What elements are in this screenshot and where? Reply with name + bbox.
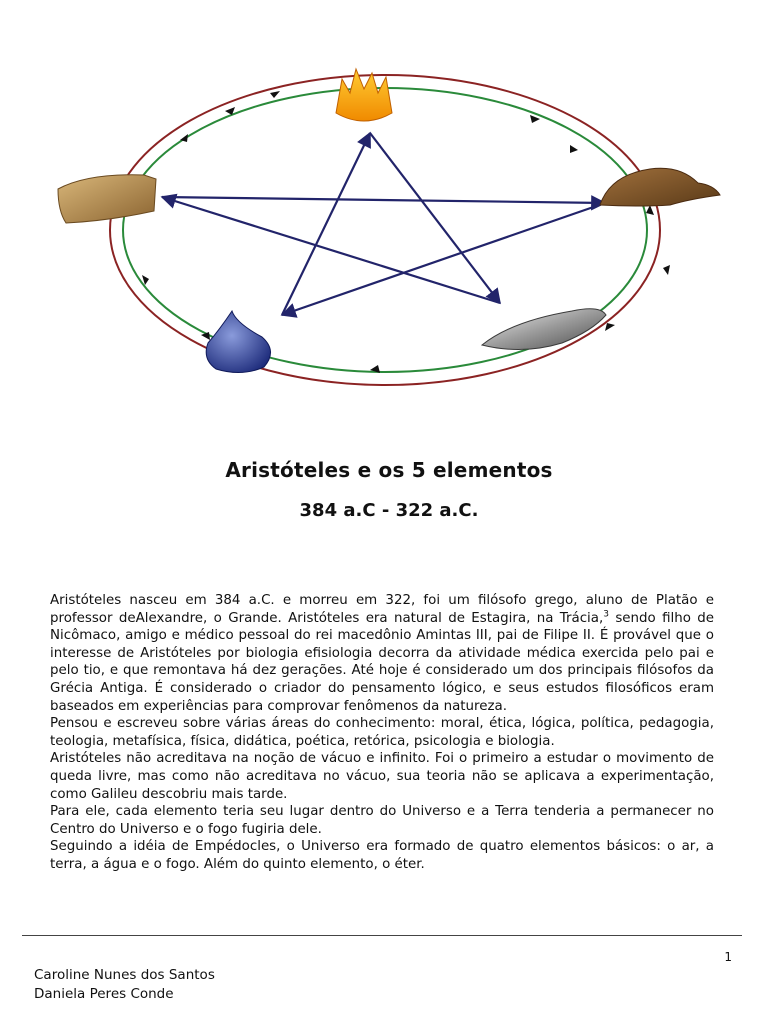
- paragraph-1: [50, 592, 714, 715]
- page-number: 1: [724, 950, 732, 964]
- wood-element: [58, 175, 156, 223]
- outer-cycle-ring: [110, 75, 660, 385]
- ring-arrows: [128, 91, 670, 373]
- biography-text: [50, 592, 714, 874]
- paragraph-1-end: sendo filho de Nicômaco, amigo e médico pessoal do rei macedônio Amintas III, pai de Filipe II. É provável que o interesse de Aristóteles por biologia efisiologia decorra da atividade médica exercida pelo pai e pelo tio, e que remontava há dez gerações. Até hoje é considerado um dos principais filósofos da Grécia Antiga. É considerado o criador do pensamento lógico, e seus estudos filosóficos eram baseados em experiências para comprovar fenômenos da natureza.: [50, 610, 714, 714]
- water-element: [206, 311, 270, 373]
- footer-divider: [22, 935, 742, 936]
- author-list: [34, 966, 215, 1004]
- metal-element: [482, 309, 606, 350]
- paragraph-3: Aristóteles não acreditava na noção de vácuo e infinito. Foi o primeiro a estudar o movimento de queda livre, mas como não acreditava no vácuo, sua teoria não se aplicava a experimentação, como Galileu descobriu mais tarde.: [50, 751, 714, 802]
- lifespan-dates: 384 a.C - 322 a.C.: [299, 500, 479, 521]
- footnote-marker[interactable]: 3: [603, 609, 609, 620]
- page-title: Aristóteles e os 5 elementos: [225, 458, 553, 482]
- paragraph-2: Pensou e escreveu sobre várias áreas do conhecimento: moral, ética, lógica, política, pedagogia, teologia, metafísica, física, didática, poética, retórica, psicologia e biologia.: [50, 716, 714, 749]
- earth-element: [600, 168, 720, 206]
- author-2: Daniela Peres Conde: [34, 986, 174, 1002]
- paragraph-5: Seguindo a idéia de Empédocles, o Universo era formado de quatro elementos básicos: o ar, a terra, a água e o fogo. Além do quinto elemento, o éter.: [50, 839, 714, 872]
- author-1: Caroline Nunes dos Santos: [34, 967, 215, 983]
- five-elements-diagram: [50, 55, 740, 395]
- paragraph-1-start: Aristóteles nasceu em 384 a.C. e morreu em 322, foi um filósofo grego, aluno de Platão e professor deAlexandre, o Grande. Aristóteles era natural de Estagira, na Trácia,: [50, 593, 714, 626]
- pentagram: [162, 133, 605, 315]
- paragraph-4: Para ele, cada elemento teria seu lugar dentro do Universo e a Terra tenderia a permanecer no Centro do Universo e o fogo fugiria dele.: [50, 804, 714, 837]
